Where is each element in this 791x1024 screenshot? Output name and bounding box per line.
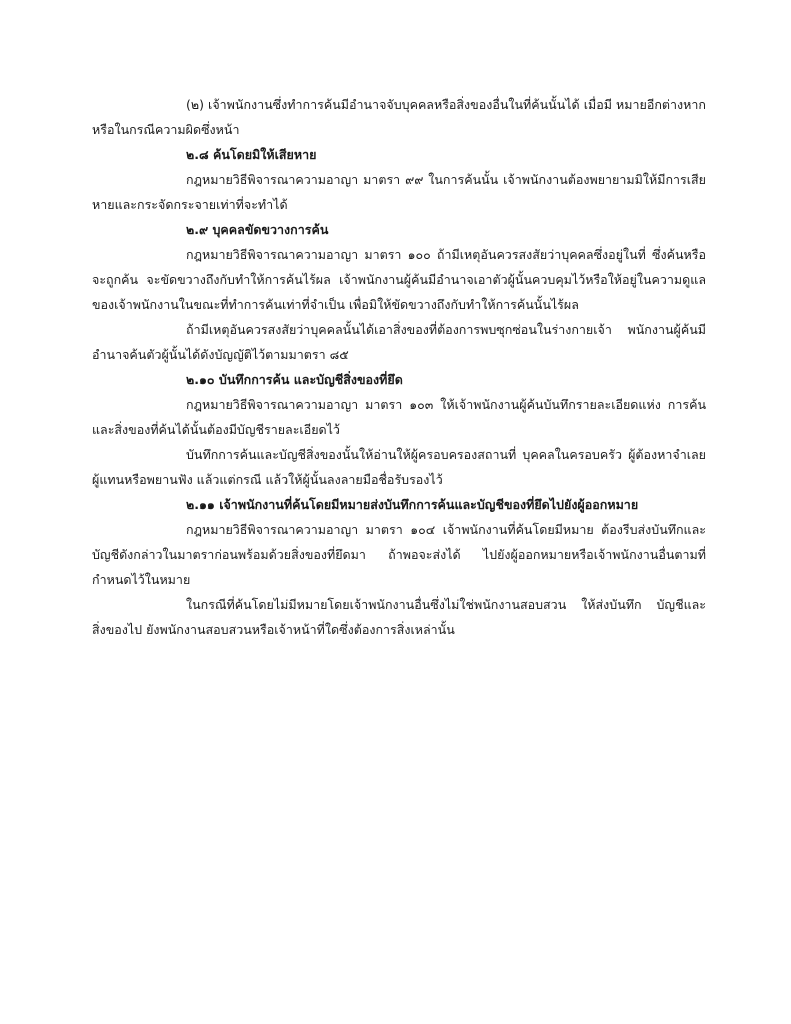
paragraph-no-warrant: ในกรณีที่ค้นโดยไม่มีหมายโดยเจ้าพนักงานอื่นซึ่งไม่ใช่พนักงานสอบสวน ให้ส่งบันทึก บัญชีและสิ่งของไป ยังพนักงานสอบสวนหรือเจ้าหน้าที่ใดซึ่งต้องการสิ่งเหล่านั้น: [92, 597, 706, 637]
section-heading-2-10: ๒.๑๐ บันทึกการค้น และบัญชีสิ่งของที่ยึด: [186, 372, 403, 387]
paragraph-section-104: กฎหมายวิธีพิจารณาความอาญา มาตรา ๑๐๔ เจ้าพนักงานที่ค้นโดยมีหมาย ต้องรีบส่งบันทึกและ บัญชีดังกล่าวในมาตราก่อนพร้อมด้วยสิ่งของที่ยึดมา ถ้าพอจะส่งได้ ไปยังผู้ออกหมายหรือเจ้าพนักงานอื่นตามที่ กำหนดไว้ในหมาย: [92, 522, 706, 587]
section-heading-2-11: ๒.๑๑ เจ้าพนักงานที่ค้นโดยมีหมายส่งบันทึกการค้นและบัญชีของที่ยึดไปยังผู้ออกหมาย: [186, 497, 639, 512]
section-heading-2-8: ๒.๘ ค้นโดยมิให้เสียหาย: [186, 147, 317, 162]
paragraph-record-reading: บันทึกการค้นและบัญชีสิ่งของนั้นให้อ่านให้ผู้ครอบครองสถานที่ บุคคลในครอบครัว ผู้ต้องหาจำเลย ผู้แทนหรือพยานฟัง แล้วแต่กรณี แล้วให้ผู้นั้นลงลายมือชื่อรับรองไว้: [92, 447, 706, 487]
section-heading-2-9: ๒.๙ บุคคลขัดขวางการค้น: [186, 222, 329, 237]
paragraph-section-103: กฎหมายวิธีพิจารณาความอาญา มาตรา ๑๐๓ ให้เจ้าพนักงานผู้ค้นบันทึกรายละเอียดแห่ง การค้น และสิ่งของที่ค้นได้นั้นต้องมีบัญชีรายละเอียดไว้: [92, 397, 706, 437]
paragraph-section-99: กฎหมายวิธีพิจารณาความอาญา มาตรา ๙๙ ในการค้นนั้น เจ้าพนักงานต้องพยายามมิให้มีการเสียหายและกระจัดกระจายเท่าที่จะทำได้: [92, 172, 706, 212]
paragraph-section-100: กฎหมายวิธีพิจารณาความอาญา มาตรา ๑๐๐ ถ้ามีเหตุอันควรสงสัยว่าบุคคลซึ่งอยู่ในที่ ซึ่งค้นหรือจะถูกค้น จะขัดขวางถึงกับทำให้การค้นไร้ผล เจ้าพนักงานผู้ค้นมีอำนาจเอาตัวผู้นั้นควบคุมไว้หรือให้อยู่ในความดูแลของเจ้าพนักงานในขณะที่ทำการค้นเท่าที่จำเป็น เพื่อมิให้ขัดขวางถึงกับทำให้การค้นนั้นไร้ผล: [92, 247, 706, 312]
paragraph-body-search: ถ้ามีเหตุอันควรสงสัยว่าบุคคลนั้นได้เอาสิ่งของที่ต้องการพบซุกซ่อนในร่างกายเจ้า พนักงานผู้ค้นมีอำนาจค้นตัวผู้นั้นได้ดังบัญญัติไว้ตามมาตรา ๘๕: [92, 322, 706, 362]
paragraph-arrest-authority: (๒) เจ้าพนักงานซึ่งทำการค้นมีอำนาจจับบุคคลหรือสิ่งของอื่นในที่ค้นนั้นได้ เมื่อมี หมายอีกต่างหาก หรือในกรณีความผิดซึ่งหน้า: [92, 97, 706, 137]
